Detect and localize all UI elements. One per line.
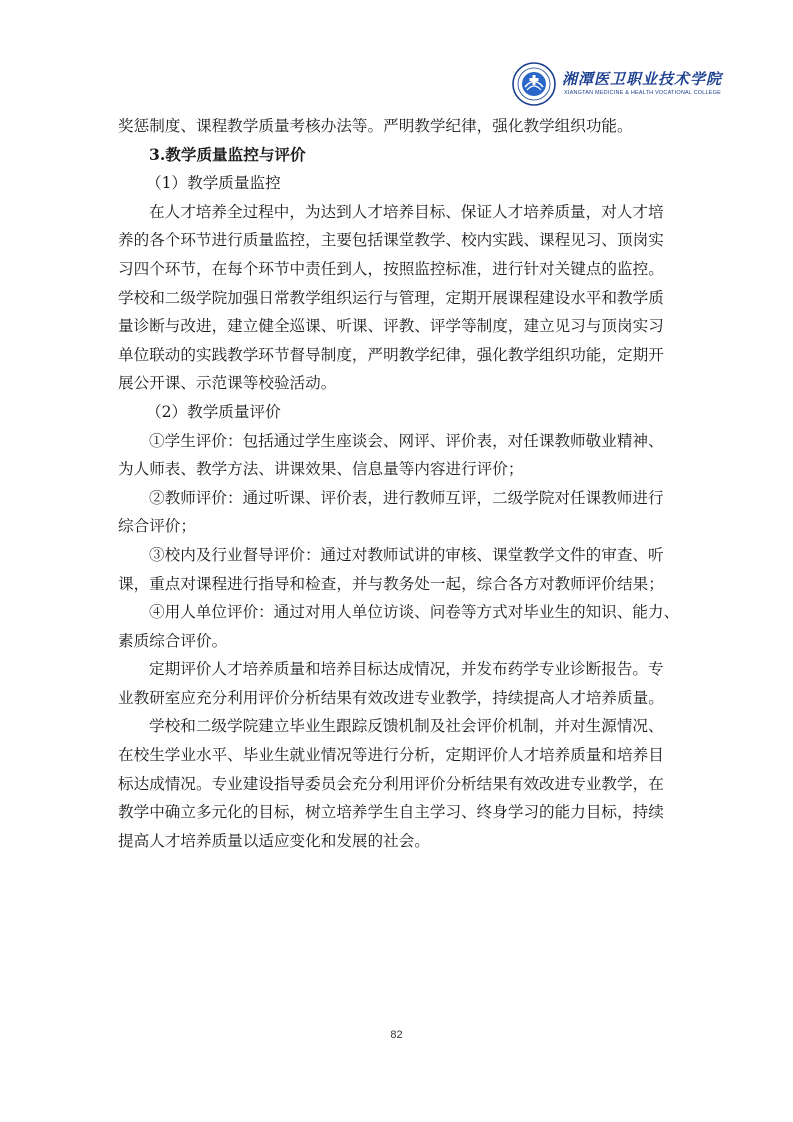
paragraph-line: 标达成情况。专业建设指导委员会充分利用评价分析结果有效改进专业教学，在 <box>118 774 664 793</box>
paragraph-line: 定期评价人才培养质量和培养目标达成情况，并发布药学专业诊断报告。专 <box>149 660 664 679</box>
college-logo <box>512 62 748 106</box>
paragraph-line: 单位联动的实践教学环节督导制度，严明教学纪律，强化教学组织功能，定期开 <box>118 345 664 364</box>
paragraph-line: ④用人单位评价：通过对用人单位访谈、问卷等方式对毕业生的知识、能力、 <box>149 603 680 622</box>
paragraph-line: 展公开课、示范课等校验活动。 <box>118 374 337 393</box>
paragraph-line: 学校和二级学院建立毕业生跟踪反馈机制及社会评价机制，并对生源情况、 <box>149 717 664 736</box>
college-emblem-icon <box>512 62 556 106</box>
paragraph-line: ③校内及行业督导评价：通过对教师试讲的审核、课堂教学文件的审查、听 <box>149 545 664 564</box>
paragraph-line: 综合评价； <box>118 517 196 536</box>
college-name: 湘潭医卫职业技术学院 <box>562 70 723 88</box>
document-body <box>118 112 684 855</box>
paragraph-line: 提高人才培养质量以适应变化和发展的社会。 <box>118 831 430 850</box>
paragraph-line: 习四个环节，在每个环节中责任到人，按照监控标准，进行针对关键点的监控。 <box>118 259 664 278</box>
subsection-heading: （1）教学质量监控 <box>146 174 281 193</box>
paragraph-line: 养的各个环节进行质量监控，主要包括课堂教学、校内实践、课程见习、顶岗实 <box>118 231 664 250</box>
paragraph-line: 素质综合评价。 <box>118 631 228 650</box>
college-english-name: XIANGTAN MEDICINE & HEALTH VOCATIONAL COLLEGE <box>564 90 722 96</box>
paragraph-line: 在校生学业水平、毕业生就业情况等进行分析，定期评价人才培养质量和培养目 <box>118 746 664 765</box>
paragraph-line: ②教师评价：通过听课、评价表，进行教师互评，二级学院对任课教师进行 <box>149 488 664 507</box>
paragraph-line: 学校和二级学院加强日常教学组织运行与管理，定期开展课程建设水平和教学质 <box>118 288 664 307</box>
paragraph-line: 教学中确立多元化的目标，树立培养学生自主学习、终身学习的能力目标，持续 <box>118 803 664 822</box>
paragraph-line: ①学生评价：包括通过学生座谈会、网评、评价表，对任课教师敬业精神、 <box>149 431 664 450</box>
section-heading: 3.教学质量监控与评价 <box>149 144 306 164</box>
paragraph-line: 量诊断与改进，建立健全巡课、听课、评教、评学等制度，建立见习与顶岗实习 <box>118 317 664 336</box>
paragraph-line: 在人才培养全过程中，为达到人才培养目标、保证人才培养质量，对人才培 <box>149 202 664 221</box>
paragraph-line: 课，重点对课程进行指导和检查，并与教务处一起，综合各方对教师评价结果； <box>118 574 664 593</box>
page-number: 82 <box>390 1029 403 1041</box>
paragraph-line: 业教研室应充分利用评价分析结果有效改进专业教学，持续提高人才培养质量。 <box>118 688 664 707</box>
paragraph-line: 奖惩制度、课程教学质量考核办法等。严明教学纪律，强化教学组织功能。 <box>118 117 633 135</box>
subsection-heading: （2）教学质量评价 <box>146 402 281 421</box>
paragraph-line: 为人师表、教学方法、讲课效果、信息量等内容进行评价； <box>118 460 524 479</box>
